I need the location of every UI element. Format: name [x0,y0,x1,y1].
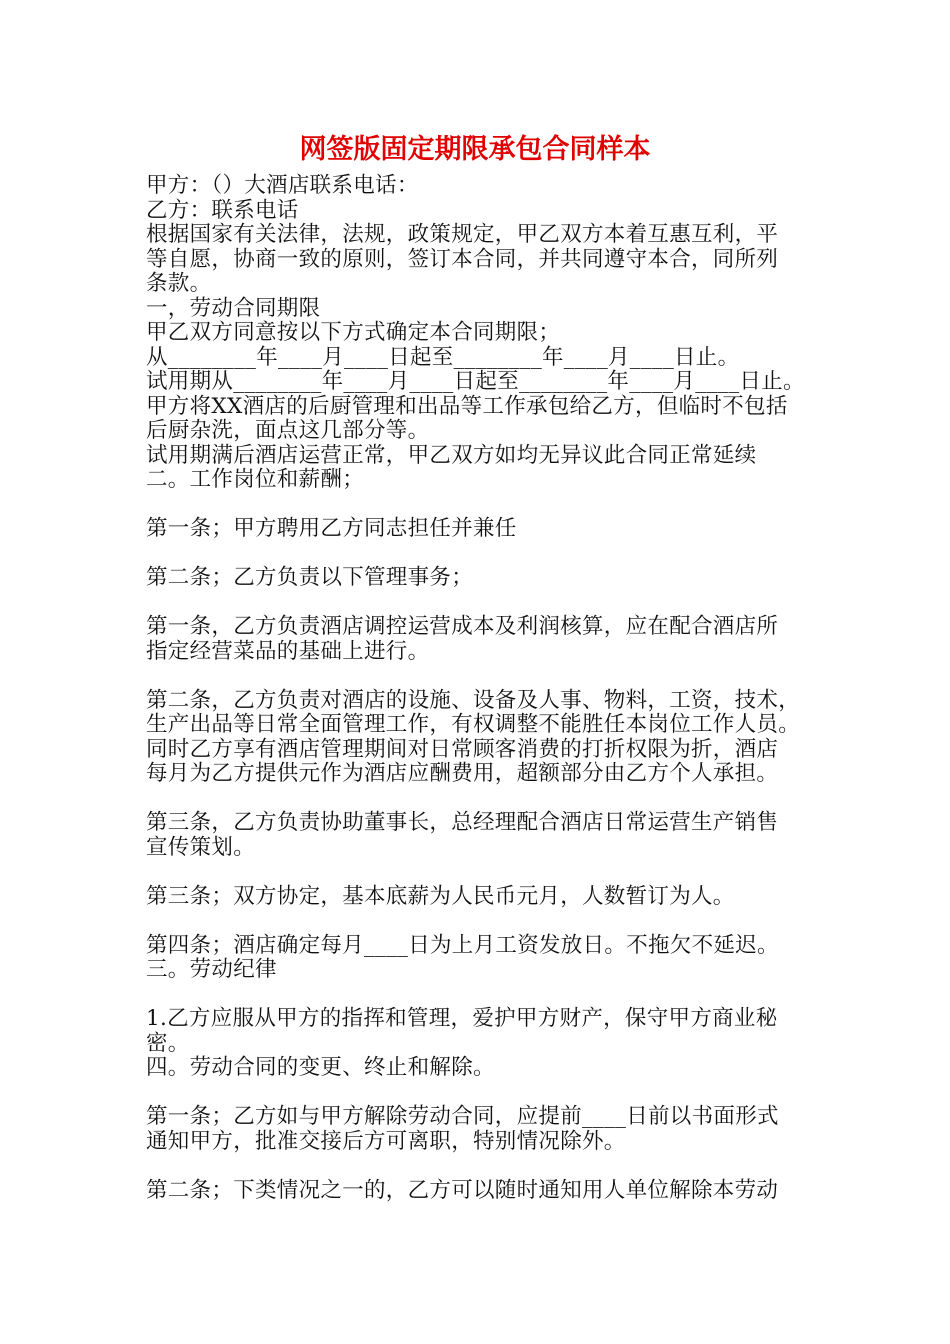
text-line: 条款。 [146,271,212,296]
text-line: 乙方：联系电话 [146,197,299,223]
blank-line [146,909,816,934]
text-line: 甲方将XX酒店的后厨管理和出品等工作承包给乙方，但临时不包括 [146,393,788,419]
text-line: 第二条，乙方负责对酒店的设施、设备及人事、物料，工资，技术， [146,687,801,713]
text-line: 1.乙方应服从甲方的指挥和管理，爱护甲方财产，保守甲方商业秘 [146,1006,778,1031]
text-line: 甲乙双方同意按以下方式确定本合同期限； [146,320,561,345]
text-line: 第一条，乙方负责酒店调控运营成本及利润核算，应在配合酒店所 [146,614,779,639]
text-line: 试用期从________年____月____日起至________年____月____日止。 [146,369,805,394]
text-line: 第一条；甲方聘用乙方同志担任并兼任 [146,516,517,541]
text-line: 第四条；酒店确定每月____日为上月工资发放日。不拖欠不延迟。 [146,932,779,958]
blank-line [146,493,816,518]
text-line: 第二条；下类情况之一的，乙方可以随时通知用人单位解除本劳动 [146,1177,779,1203]
text-line: 等自愿，协商一致的原则，签订本合同，并共同遵守本合，同所列 [146,246,779,272]
text-line: 从________年____月____日起至________年____月____日止。 [146,344,740,370]
text-line: 第三条，乙方负责协助董事长，总经理配合酒店日常运营生产销售 [146,810,779,835]
text-line: 根据国家有关法律，法规，政策规定，甲乙双方本着互惠互利，平 [146,222,779,247]
blank-line [146,664,816,689]
text-line: 宣传策划。 [146,834,256,860]
text-line: 第二条；乙方负责以下管理事务； [146,565,474,590]
blank-line [146,1081,816,1106]
text-line: 四。劳动合同的变更、终止和解除。 [146,1055,495,1080]
text-line: 试用期满后酒店运营正常，甲乙双方如均无异议此合同正常延续 [146,442,757,468]
blank-line [146,1154,816,1179]
text-line: 同时乙方享有酒店管理期间对日常顾客消费的打折权限为折，酒店 [146,736,779,762]
text-line: 第三条；双方协定，基本底薪为人民币元月，人数暂订为人。 [146,883,735,909]
blank-line [146,860,816,885]
text-line: 指定经营菜品的基础上进行。 [146,638,430,664]
blank-line [146,787,816,812]
text-line: 一，劳动合同期限 [146,295,321,321]
blank-line [146,591,816,616]
document-body [146,174,816,1203]
text-line: 每月为乙方提供元作为酒店应酬费用，超额部分由乙方个人承担。 [146,761,779,786]
text-line: 二。工作岗位和薪酬； [146,467,365,492]
text-line: 密。 [146,1030,190,1056]
blank-line [146,983,816,1008]
text-line: 三。劳动纪律 [146,957,277,982]
text-line: 通知甲方，批准交接后方可离职，特别情况除外。 [146,1128,626,1154]
text-line: 第一条；乙方如与甲方解除劳动合同，应提前____日前以书面形式 [146,1104,779,1129]
text-line: 甲方：（）大酒店联系电话： [146,173,419,198]
document-title: 网签版固定期限承包合同样本 [299,134,651,165]
text-line: 生产出品等日常全面管理工作，有权调整不能胜任本岗位工作人员。 [146,712,801,737]
text-line: 后厨杂洗，面点这几部分等。 [146,418,430,443]
blank-line [146,542,816,567]
